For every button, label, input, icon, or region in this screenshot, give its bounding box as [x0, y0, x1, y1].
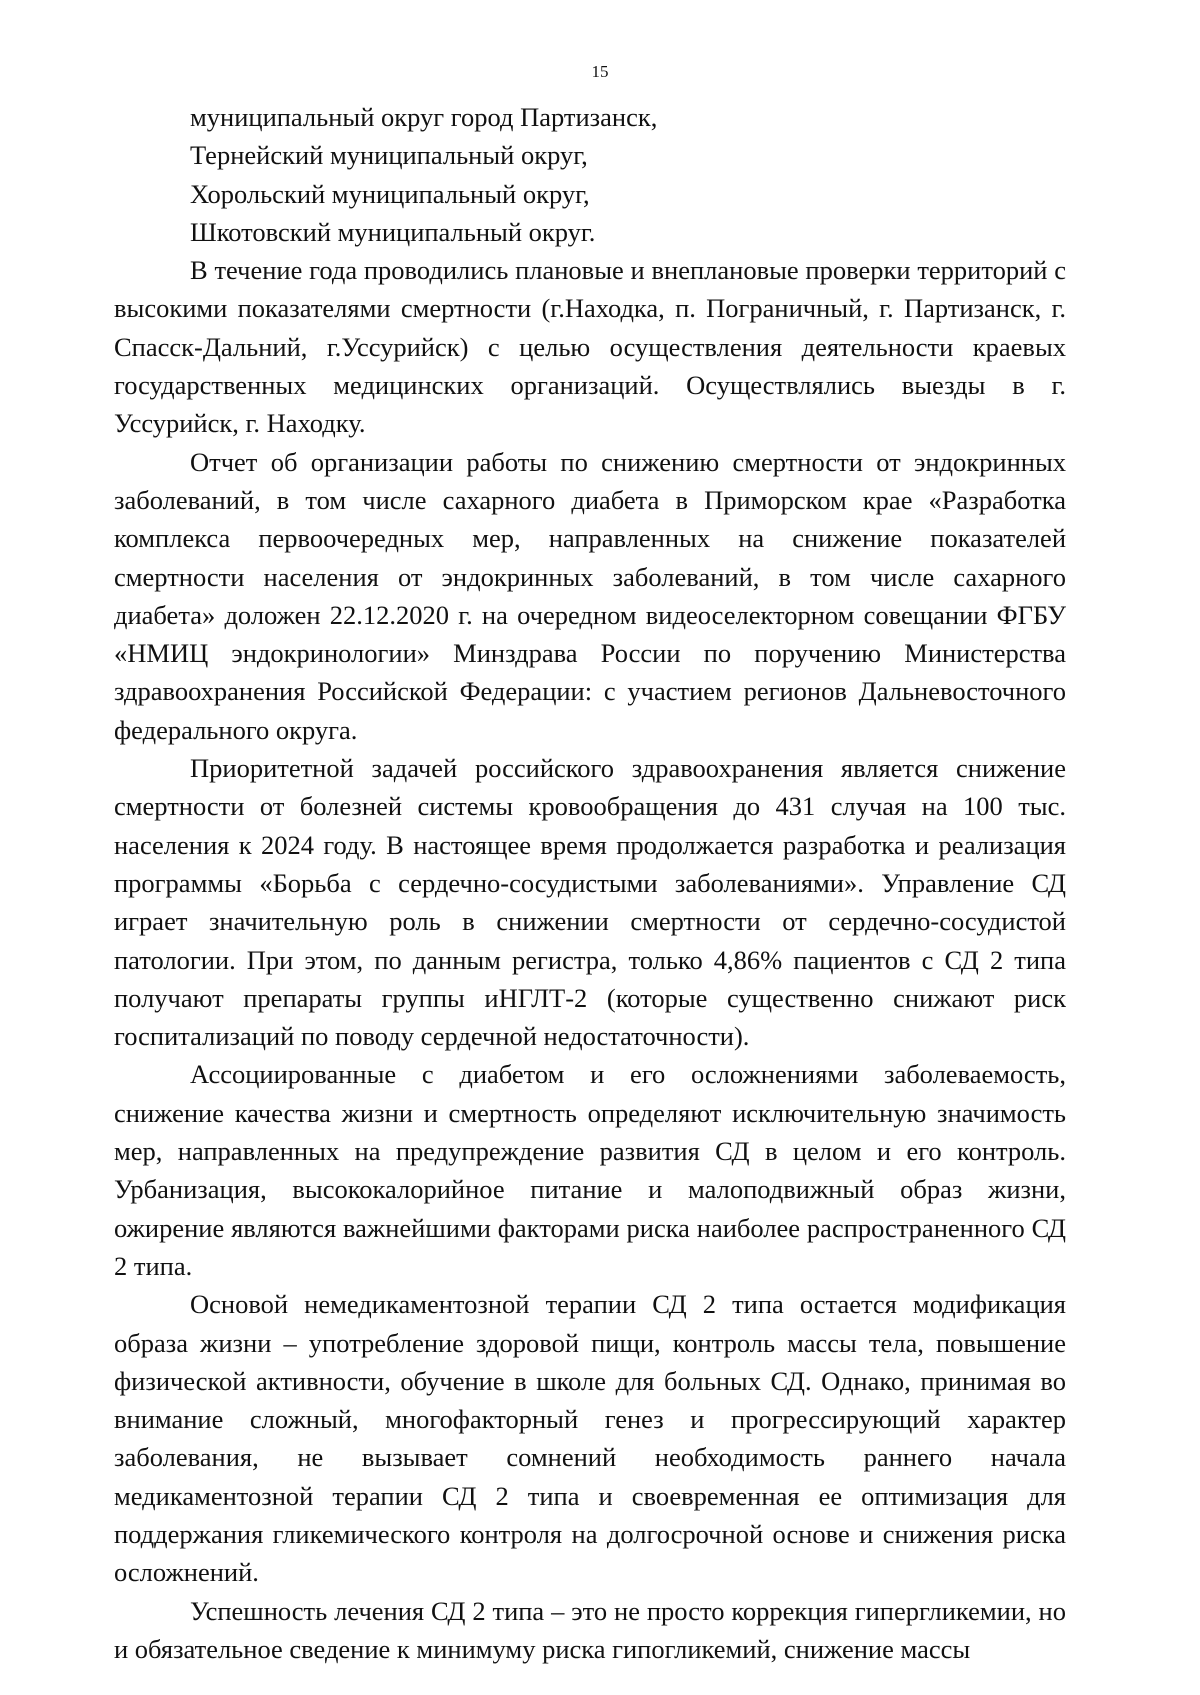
document-body — [114, 98, 1066, 1668]
municipality-list-item: Тернейский муниципальный округ, — [190, 140, 588, 171]
paragraph-risk-factors: Ассоциированные с диабетом и его осложнениями заболеваемость, снижение качества жизни и смертность определяют исключительную значимость мер, направленных на предупреждение развития СД в целом и его контроль. Урбанизация, высококалорийное питание и малоподвижный образ жизни, ожирение являются важнейшими факторами риска наиболее распространенного СД 2 типа. — [114, 1059, 1066, 1281]
municipality-list-item: Хорольский муниципальный округ, — [190, 178, 590, 209]
paragraph-inspections: В течение года проводились плановые и внеплановые проверки территорий с высокими показателями смертности (г.Находка, п. Пограничный, г. Партизанск, г. Спасск-Дальний, г.Уссурийск) с целью осуществления деятельности краевых государственных медицинских организаций. Осуществлялись выезды в г. Уссурийск, г. Находку. — [114, 255, 1066, 439]
municipality-list-item: Шкотовский муниципальный округ. — [190, 216, 596, 247]
paragraph-therapy: Основой немедикаментозной терапии СД 2 типа остается модификация образа жизни – употребление здоровой пищи, контроль массы тела, повышение физической активности, обучение в школе для больных СД. Однако, принимая во внимание сложный, многофакторный генез и прогрессирующий характер заболевания, не вызывает сомнений необходимость раннего начала медикаментозной терапии СД 2 типа и своевременная ее оптимизация для поддержания гликемического контроля на долгосрочной основе и снижения риска осложнений. — [114, 1289, 1066, 1588]
paragraph-priority-task: Приоритетной задачей российского здравоохранения является снижение смертности от болезней системы кровообращения до 431 случая на 100 тыс. населения к 2024 году. В настоящее время продолжается разработка и реализация программы «Борьба с сердечно-сосудистыми заболеваниями». Управление СД играет значительную роль в снижении смертности от сердечно-сосудистой патологии. При этом, по данным регистра, только 4,86% пациентов с СД 2 типа получают препараты группы иНГЛТ-2 (которые существенно снижают риск госпитализаций по поводу сердечной недостаточности). — [114, 753, 1066, 1052]
paragraph-report: Отчет об организации работы по снижению смертности от эндокринных заболеваний, в том числе сахарного диабета в Приморском крае «Разработка комплекса первоочередных мер, направленных на снижение показателей смертности населения от эндокринных заболеваний, в том числе сахарного диабета» доложен 22.12.2020 г. на очередном видеоселекторном совещании ФГБУ «НМИЦ эндокринологии» Минздрава России по поручению Министерства здравоохранения Российской Федерации: с участием регионов Дальневосточного федерального округа. — [114, 446, 1066, 745]
municipality-list-item: муниципальный округ город Партизанск, — [190, 102, 658, 132]
page-number: 15 — [591, 62, 609, 81]
paragraph-treatment-success: Успешность лечения СД 2 типа – это не просто коррекция гипергликемии, но и обязательное сведение к минимуму риска гипогликемий, снижение массы — [114, 1595, 1066, 1664]
